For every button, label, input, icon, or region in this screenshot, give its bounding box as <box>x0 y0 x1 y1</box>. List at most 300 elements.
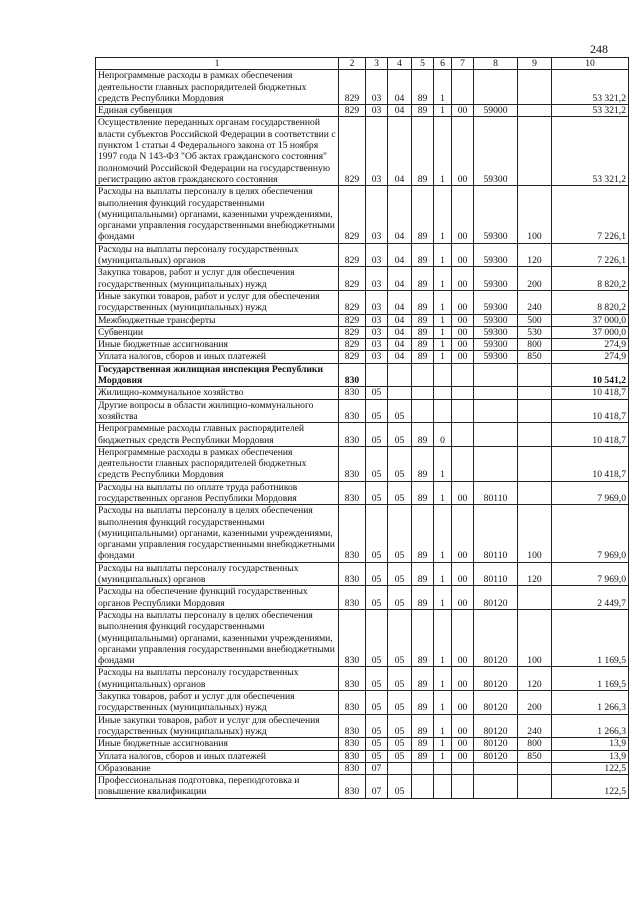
subsection-code: 05 <box>388 446 412 481</box>
admin-code: 829 <box>339 326 366 338</box>
subprogram-code <box>434 775 452 799</box>
subsection-code: 04 <box>388 290 412 314</box>
subsection-code: 04 <box>388 243 412 267</box>
expense-code: 80120 <box>474 691 518 715</box>
row-name: Иные бюджетные ассигнования <box>96 339 339 351</box>
expense-code: 80110 <box>474 505 518 562</box>
direction-code: 00 <box>452 691 474 715</box>
table-row <box>96 326 629 338</box>
expense-code <box>474 363 518 387</box>
program-code: 89 <box>412 691 434 715</box>
program-code: 89 <box>412 481 434 505</box>
column-header: 4 <box>388 58 412 70</box>
row-name: Расходы на выплаты персоналу государственных (муниципальных) органов <box>96 243 339 267</box>
column-header: 3 <box>366 58 388 70</box>
section-code: 03 <box>366 351 388 363</box>
subprogram-code: 1 <box>434 351 452 363</box>
admin-code: 829 <box>339 290 366 314</box>
table-row <box>96 423 629 447</box>
subsection-code: 04 <box>388 339 412 351</box>
expense-code: 80120 <box>474 586 518 610</box>
row-name: Единая субвенция <box>96 105 339 117</box>
subprogram-code: 1 <box>434 562 452 586</box>
expense-code: 59300 <box>474 243 518 267</box>
table-row <box>96 363 629 387</box>
type-code: 200 <box>518 267 552 291</box>
section-code: 05 <box>366 691 388 715</box>
subprogram-code: 1 <box>434 314 452 326</box>
direction-code: 00 <box>452 714 474 738</box>
direction-code: 00 <box>452 586 474 610</box>
subsection-code: 05 <box>388 586 412 610</box>
type-code: 850 <box>518 351 552 363</box>
subsection-code: 05 <box>388 775 412 799</box>
admin-code: 830 <box>339 562 366 586</box>
admin-code: 830 <box>339 505 366 562</box>
table-row <box>96 775 629 799</box>
section-code: 05 <box>366 750 388 762</box>
subprogram-code: 1 <box>434 586 452 610</box>
row-name: Закупка товаров, работ и услуг для обеспечения государственных (муниципальных) нужд <box>96 691 339 715</box>
direction-code: 00 <box>452 351 474 363</box>
expense-code <box>474 399 518 423</box>
row-sum: 53 321,2 <box>552 105 629 117</box>
table-row <box>96 446 629 481</box>
row-sum: 7 226,1 <box>552 243 629 267</box>
section-code: 03 <box>366 243 388 267</box>
row-name: Расходы на выплаты персоналу в целях обеспечения выполнения функций государственными (муниципальными) органами, казенными учреждениями, органами управления государственными внебюджетными фондами <box>96 505 339 562</box>
row-name: Непрограммные расходы в рамках обеспечения деятельности главных распорядителей бюджетных средств Республики Мордовия <box>96 446 339 481</box>
admin-code: 830 <box>339 387 366 399</box>
program-code: 89 <box>412 243 434 267</box>
column-header: 2 <box>339 58 366 70</box>
subsection-code: 04 <box>388 326 412 338</box>
row-sum: 53 321,2 <box>552 70 629 105</box>
column-header: 10 <box>552 58 629 70</box>
admin-code: 830 <box>339 423 366 447</box>
program-code: 89 <box>412 505 434 562</box>
expense-code <box>474 70 518 105</box>
table-row <box>96 351 629 363</box>
row-name: Образование <box>96 762 339 774</box>
section-code: 07 <box>366 762 388 774</box>
direction-code: 00 <box>452 105 474 117</box>
direction-code: 00 <box>452 326 474 338</box>
type-code <box>518 105 552 117</box>
row-sum: 10 418,7 <box>552 446 629 481</box>
admin-code: 830 <box>339 446 366 481</box>
row-name: Непрограммные расходы в рамках обеспечения деятельности главных распорядителей бюджетных средств Республики Мордовия <box>96 70 339 105</box>
column-header: 8 <box>474 58 518 70</box>
table-row <box>96 117 629 186</box>
row-name: Иные закупки товаров, работ и услуг для обеспечения государственных (муниципальных) нужд <box>96 290 339 314</box>
subprogram-code: 1 <box>434 117 452 186</box>
row-sum: 8 820,2 <box>552 290 629 314</box>
expense-code: 59300 <box>474 117 518 186</box>
subprogram-code: 1 <box>434 609 452 666</box>
table-row <box>96 399 629 423</box>
admin-code: 829 <box>339 105 366 117</box>
table-row <box>96 562 629 586</box>
expense-code: 80120 <box>474 750 518 762</box>
section-code: 05 <box>366 399 388 423</box>
section-code: 03 <box>366 105 388 117</box>
direction-code: 00 <box>452 609 474 666</box>
program-code <box>412 363 434 387</box>
subsection-code <box>388 387 412 399</box>
admin-code: 830 <box>339 775 366 799</box>
column-header: 6 <box>434 58 452 70</box>
row-sum: 7 969,0 <box>552 562 629 586</box>
type-code <box>518 117 552 186</box>
section-code: 03 <box>366 117 388 186</box>
direction-code <box>452 387 474 399</box>
type-code <box>518 446 552 481</box>
column-header: 5 <box>412 58 434 70</box>
direction-code: 00 <box>452 339 474 351</box>
column-header: 7 <box>452 58 474 70</box>
admin-code: 830 <box>339 481 366 505</box>
row-name: Закупка товаров, работ и услуг для обеспечения государственных (муниципальных) нужд <box>96 267 339 291</box>
admin-code: 830 <box>339 667 366 691</box>
row-name: Расходы на выплаты персоналу в целях обеспечения выполнения функций государственными (муниципальными) органами, казенными учреждениями, органами управления государственными внебюджетными фондами <box>96 186 339 243</box>
section-code: 05 <box>366 387 388 399</box>
subsection-code: 05 <box>388 609 412 666</box>
program-code: 89 <box>412 667 434 691</box>
direction-code: 00 <box>452 243 474 267</box>
type-code <box>518 363 552 387</box>
page-number: 248 <box>590 42 608 56</box>
subprogram-code <box>434 363 452 387</box>
row-name: Расходы на выплаты по оплате труда работников государственных органов Республики Мордовия <box>96 481 339 505</box>
subprogram-code: 1 <box>434 339 452 351</box>
row-name: Расходы на выплаты персоналу в целях обеспечения выполнения функций государственными (муниципальными) органами, казенными учреждениями, органами управления государственными внебюджетными фондами <box>96 609 339 666</box>
expense-code: 80120 <box>474 714 518 738</box>
row-sum: 122,5 <box>552 762 629 774</box>
section-code: 05 <box>366 667 388 691</box>
program-code: 89 <box>412 738 434 750</box>
section-code: 05 <box>366 423 388 447</box>
row-name: Уплата налогов, сборов и иных платежей <box>96 351 339 363</box>
subprogram-code <box>434 399 452 423</box>
expense-code <box>474 775 518 799</box>
type-code: 800 <box>518 339 552 351</box>
type-code <box>518 481 552 505</box>
row-sum: 10 418,7 <box>552 399 629 423</box>
row-sum: 37 000,0 <box>552 314 629 326</box>
subprogram-code: 1 <box>434 750 452 762</box>
table-row <box>96 186 629 243</box>
program-code <box>412 762 434 774</box>
row-name: Расходы на обеспечение функций государственных органов Республики Мордовия <box>96 586 339 610</box>
subprogram-code: 1 <box>434 326 452 338</box>
row-name: Иные бюджетные ассигнования <box>96 738 339 750</box>
subsection-code: 04 <box>388 105 412 117</box>
admin-code: 829 <box>339 70 366 105</box>
header-row <box>96 58 629 70</box>
row-sum: 10 418,7 <box>552 423 629 447</box>
subsection-code: 04 <box>388 267 412 291</box>
program-code: 89 <box>412 714 434 738</box>
program-code: 89 <box>412 339 434 351</box>
section-code: 03 <box>366 314 388 326</box>
expense-code <box>474 387 518 399</box>
section-code: 05 <box>366 738 388 750</box>
subsection-code: 05 <box>388 505 412 562</box>
subsection-code: 05 <box>388 667 412 691</box>
row-name: Расходы на выплаты персоналу государственных (муниципальных) органов <box>96 667 339 691</box>
direction-code: 00 <box>452 667 474 691</box>
subprogram-code: 1 <box>434 505 452 562</box>
program-code: 89 <box>412 423 434 447</box>
expense-code: 59300 <box>474 290 518 314</box>
expense-code: 80110 <box>474 562 518 586</box>
expense-code: 59300 <box>474 267 518 291</box>
program-code <box>412 775 434 799</box>
table-row <box>96 505 629 562</box>
row-name: Субвенции <box>96 326 339 338</box>
subsection-code: 05 <box>388 750 412 762</box>
expense-code: 59300 <box>474 351 518 363</box>
type-code: 530 <box>518 326 552 338</box>
subprogram-code: 1 <box>434 667 452 691</box>
type-code: 100 <box>518 505 552 562</box>
expense-code: 59300 <box>474 326 518 338</box>
program-code: 89 <box>412 267 434 291</box>
subprogram-code <box>434 387 452 399</box>
admin-code: 829 <box>339 267 366 291</box>
table-row <box>96 339 629 351</box>
direction-code <box>452 363 474 387</box>
expense-code <box>474 423 518 447</box>
subsection-code: 04 <box>388 314 412 326</box>
expense-code: 59000 <box>474 105 518 117</box>
table-row <box>96 586 629 610</box>
row-sum: 8 820,2 <box>552 267 629 291</box>
subprogram-code: 1 <box>434 105 452 117</box>
direction-code: 00 <box>452 505 474 562</box>
row-sum: 274,9 <box>552 351 629 363</box>
expense-code: 80120 <box>474 738 518 750</box>
subprogram-code: 1 <box>434 691 452 715</box>
program-code <box>412 399 434 423</box>
row-sum: 274,9 <box>552 339 629 351</box>
row-name: Межбюджетные трансферты <box>96 314 339 326</box>
type-code <box>518 70 552 105</box>
admin-code: 829 <box>339 117 366 186</box>
row-sum: 10 418,7 <box>552 387 629 399</box>
table-body <box>96 70 629 798</box>
expense-code: 80120 <box>474 667 518 691</box>
subsection-code: 05 <box>388 423 412 447</box>
row-sum: 13,9 <box>552 750 629 762</box>
subsection-code: 04 <box>388 186 412 243</box>
program-code: 89 <box>412 117 434 186</box>
type-code: 500 <box>518 314 552 326</box>
direction-code: 00 <box>452 290 474 314</box>
table-row <box>96 691 629 715</box>
section-code: 05 <box>366 714 388 738</box>
admin-code: 829 <box>339 243 366 267</box>
admin-code: 829 <box>339 351 366 363</box>
row-name: Профессиональная подготовка, переподготовка и повышение квалификации <box>96 775 339 799</box>
section-code: 07 <box>366 775 388 799</box>
column-header: 1 <box>96 58 339 70</box>
direction-code: 00 <box>452 314 474 326</box>
subsection-code: 04 <box>388 351 412 363</box>
direction-code: 00 <box>452 117 474 186</box>
table-row <box>96 609 629 666</box>
program-code <box>412 387 434 399</box>
admin-code: 830 <box>339 762 366 774</box>
type-code: 240 <box>518 714 552 738</box>
row-name: Иные закупки товаров, работ и услуг для обеспечения государственных (муниципальных) нужд <box>96 714 339 738</box>
expense-code: 59300 <box>474 339 518 351</box>
row-name: Расходы на выплаты персоналу государственных (муниципальных) органов <box>96 562 339 586</box>
subprogram-code: 1 <box>434 738 452 750</box>
subsection-code: 04 <box>388 117 412 186</box>
program-code: 89 <box>412 351 434 363</box>
type-code: 800 <box>518 738 552 750</box>
subsection-code: 04 <box>388 70 412 105</box>
table-row <box>96 70 629 105</box>
expense-code <box>474 446 518 481</box>
type-code: 850 <box>518 750 552 762</box>
type-code: 100 <box>518 186 552 243</box>
table-row <box>96 714 629 738</box>
row-sum: 1 169,5 <box>552 609 629 666</box>
section-code: 03 <box>366 70 388 105</box>
section-code: 03 <box>366 186 388 243</box>
direction-code: 00 <box>452 267 474 291</box>
type-code <box>518 387 552 399</box>
admin-code: 829 <box>339 314 366 326</box>
program-code: 89 <box>412 186 434 243</box>
section-code: 05 <box>366 481 388 505</box>
section-code: 03 <box>366 267 388 291</box>
table-row <box>96 750 629 762</box>
subprogram-code: 1 <box>434 481 452 505</box>
direction-code <box>452 399 474 423</box>
program-code: 89 <box>412 326 434 338</box>
direction-code: 00 <box>452 481 474 505</box>
table-row <box>96 667 629 691</box>
section-code: 05 <box>366 446 388 481</box>
table-row <box>96 314 629 326</box>
table-row <box>96 481 629 505</box>
expense-code: 59300 <box>474 186 518 243</box>
type-code: 120 <box>518 243 552 267</box>
row-sum: 1 266,3 <box>552 691 629 715</box>
row-sum: 1 266,3 <box>552 714 629 738</box>
expense-code: 80120 <box>474 609 518 666</box>
direction-code <box>452 762 474 774</box>
type-code <box>518 775 552 799</box>
direction-code <box>452 775 474 799</box>
direction-code: 00 <box>452 750 474 762</box>
section-code: 03 <box>366 290 388 314</box>
program-code: 89 <box>412 562 434 586</box>
table-row <box>96 387 629 399</box>
section-code: 03 <box>366 326 388 338</box>
subsection-code: 05 <box>388 714 412 738</box>
expense-code <box>474 762 518 774</box>
row-sum: 7 969,0 <box>552 481 629 505</box>
row-name: Жилищно-коммунальное хозяйство <box>96 387 339 399</box>
row-sum: 37 000,0 <box>552 326 629 338</box>
row-sum: 2 449,7 <box>552 586 629 610</box>
section-code: 05 <box>366 505 388 562</box>
admin-code: 830 <box>339 363 366 387</box>
row-sum: 7 969,0 <box>552 505 629 562</box>
subprogram-code: 1 <box>434 290 452 314</box>
subprogram-code: 1 <box>434 267 452 291</box>
direction-code: 00 <box>452 186 474 243</box>
subsection-code <box>388 363 412 387</box>
admin-code: 830 <box>339 609 366 666</box>
subprogram-code <box>434 762 452 774</box>
admin-code: 830 <box>339 399 366 423</box>
row-name: Другие вопросы в области жилищно-коммунального хозяйства <box>96 399 339 423</box>
subsection-code <box>388 762 412 774</box>
type-code <box>518 399 552 423</box>
program-code: 89 <box>412 446 434 481</box>
subprogram-code: 1 <box>434 243 452 267</box>
program-code: 89 <box>412 750 434 762</box>
subsection-code: 05 <box>388 691 412 715</box>
expense-code: 59300 <box>474 314 518 326</box>
direction-code: 00 <box>452 562 474 586</box>
type-code: 120 <box>518 562 552 586</box>
section-code: 03 <box>366 339 388 351</box>
row-name: Непрограммные расходы главных распорядителей бюджетных средств Республики Мордовия <box>96 423 339 447</box>
program-code: 89 <box>412 586 434 610</box>
row-sum: 10 541,2 <box>552 363 629 387</box>
table-row <box>96 267 629 291</box>
budget-table <box>95 57 629 799</box>
type-code <box>518 762 552 774</box>
section-code: 05 <box>366 609 388 666</box>
direction-code: 00 <box>452 738 474 750</box>
table-row <box>96 738 629 750</box>
admin-code: 830 <box>339 691 366 715</box>
type-code: 240 <box>518 290 552 314</box>
row-name: Осуществление переданных органам государственной власти субъектов Российской Федерации в соответствии с пунктом 1 статьи 4 Федерального закона от 15 ноября 1997 года N 143-ФЗ "Об актах гражданского состояния" полномочий Российской Федерации на государственную регистрацию актов гражданского состояния <box>96 117 339 186</box>
admin-code: 830 <box>339 750 366 762</box>
subsection-code: 05 <box>388 399 412 423</box>
table-row <box>96 290 629 314</box>
direction-code <box>452 446 474 481</box>
expense-code: 80110 <box>474 481 518 505</box>
subprogram-code: 1 <box>434 446 452 481</box>
subprogram-code: 1 <box>434 70 452 105</box>
subprogram-code: 1 <box>434 186 452 243</box>
table-row <box>96 243 629 267</box>
program-code: 89 <box>412 290 434 314</box>
table-row <box>96 105 629 117</box>
program-code: 89 <box>412 105 434 117</box>
admin-code: 829 <box>339 186 366 243</box>
admin-code: 829 <box>339 339 366 351</box>
type-code <box>518 423 552 447</box>
row-sum: 1 169,5 <box>552 667 629 691</box>
direction-code <box>452 423 474 447</box>
row-name: Уплата налогов, сборов и иных платежей <box>96 750 339 762</box>
section-code: 05 <box>366 586 388 610</box>
admin-code: 830 <box>339 714 366 738</box>
type-code: 120 <box>518 667 552 691</box>
type-code <box>518 586 552 610</box>
